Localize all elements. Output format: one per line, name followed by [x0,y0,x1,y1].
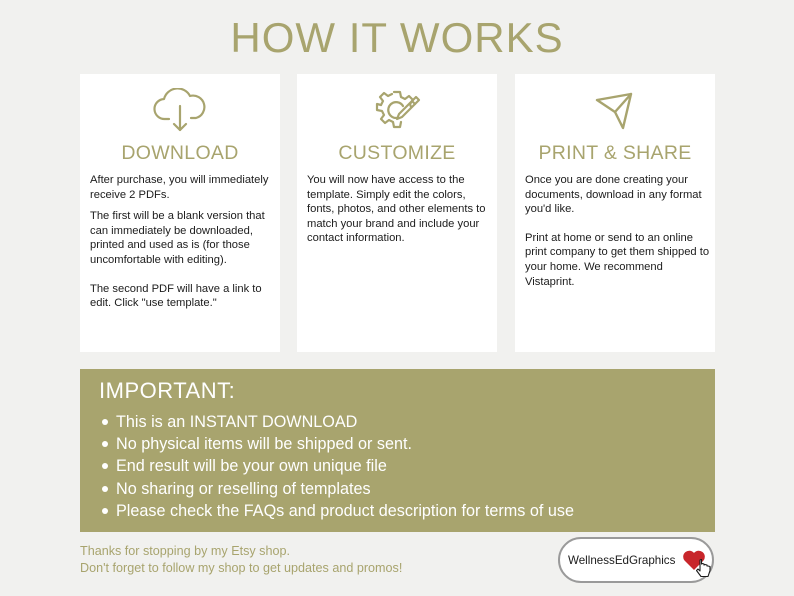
bullet-icon [102,419,108,425]
bullet-icon [102,463,108,469]
download-description [90,173,275,318]
list-item [102,411,574,433]
bullet-icon [102,441,108,447]
customize-description [307,173,492,253]
list-item-text: No physical items will be shipped or sent. [116,435,413,454]
list-item [102,455,574,477]
customize-card [297,74,497,352]
footer-message [80,543,402,578]
list-item-text: End result will be your own unique file [116,457,387,476]
print-share-paragraph: Once you are done creating your documents, download in any format you'd like. [525,174,702,216]
print-share-card [515,74,715,352]
paper-plane-icon [515,88,715,134]
print-share-description [525,173,710,296]
download-paragraph: The first will be a blank version that can immediately be downloaded, printed and used as is (for those uncomfortable with editing). [90,210,265,266]
print-share-heading: PRINT & SHARE [538,142,692,164]
shop-follow-button[interactable] [558,537,714,583]
download-heading: DOWNLOAD [121,142,239,164]
list-item [102,500,574,522]
shop-name: WellnessEdGraphics [568,554,676,567]
important-list [102,411,574,522]
download-paragraph: The second PDF will have a link to edit. Click "use template." [90,282,262,310]
print-share-paragraph: Print at home or send to an online print company to get them shipped to your home. We recommend Vistaprint. [525,231,710,288]
download-card [80,74,280,352]
pointer-cursor-icon [696,559,712,584]
important-title: IMPORTANT: [99,378,236,403]
footer-line: Don't forget to follow my shop to get updates and promos! [80,561,403,576]
cloud-download-icon [80,88,280,134]
important-notice [80,369,715,532]
download-paragraph: After purchase, you will immediately receive 2 PDFs. [90,174,269,201]
list-item [102,433,574,455]
gear-pencil-icon [297,88,497,134]
bullet-icon [102,508,108,514]
list-item [102,478,574,500]
list-item-text: This is an INSTANT DOWNLOAD [116,413,358,431]
footer-line: Thanks for stopping by my Etsy shop. [80,544,290,558]
page-title: HOW IT WORKS [230,14,564,61]
customize-paragraph: You will now have access to the template. Simply edit the colors, fonts, photos, and other elements to match your brand and include your contact information. [307,174,486,245]
bullet-icon [102,486,108,492]
list-item-text: No sharing or reselling of templates [116,479,371,498]
customize-heading: CUSTOMIZE [338,142,456,164]
list-item-text: Please check the FAQs and product description for terms of use [116,501,574,520]
